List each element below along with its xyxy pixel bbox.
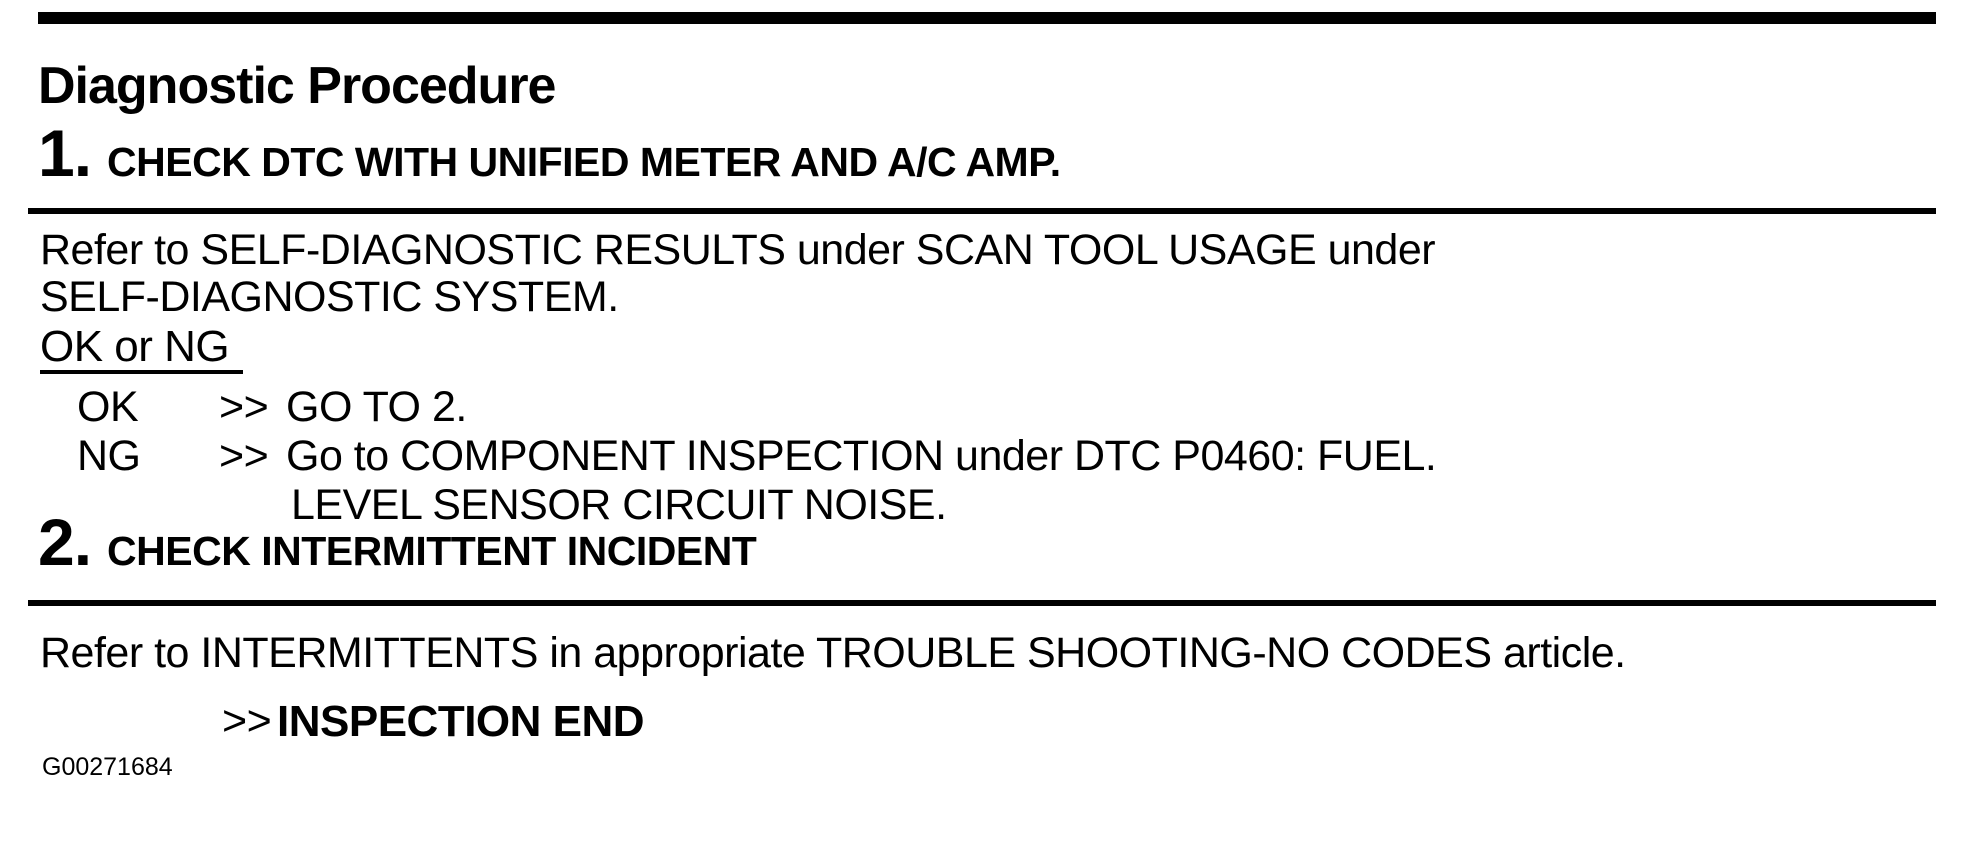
result-ng-text-continued: LEVEL SENSOR CIRCUIT NOISE. <box>291 481 947 529</box>
result-ok-text: GO TO 2. <box>286 383 467 431</box>
step-2-number: 2. <box>38 505 92 579</box>
section-divider-1 <box>28 208 1936 214</box>
step-2-body <box>40 630 1626 677</box>
figure-code: G00271684 <box>42 753 173 781</box>
condition-label: OK or NG <box>40 325 243 374</box>
step-1-body-line-2: SELF-DIAGNOSTIC SYSTEM. <box>40 273 619 321</box>
step-1-number: 1. <box>38 116 92 190</box>
step-2-heading-row <box>38 505 757 579</box>
step-1-body-line-1: Refer to SELF-DIAGNOSTIC RESULTS under SCAN TOOL USAGE under <box>40 226 1436 274</box>
final-result-arrow: >> <box>222 697 272 745</box>
step-2-heading: CHECK INTERMITTENT INCIDENT <box>107 528 757 574</box>
result-row-ng <box>0 432 1974 484</box>
page-title: Diagnostic Procedure <box>38 57 556 115</box>
step-1-heading: CHECK DTC WITH UNIFIED METER AND A/C AMP. <box>107 139 1061 185</box>
result-ng-text: Go to COMPONENT INSPECTION under DTC P0460: FUEL. <box>286 432 1437 480</box>
top-rule <box>38 12 1936 24</box>
step-2-body-line-1: Refer to INTERMITTENTS in appropriate TROUBLE SHOOTING-NO CODES article. <box>40 629 1626 677</box>
step-1-body <box>40 227 1435 321</box>
final-result-row <box>0 697 1974 749</box>
result-ok-label: OK <box>77 383 139 431</box>
result-ng-arrow: >> <box>219 432 269 480</box>
section-divider-2 <box>28 600 1936 606</box>
step-1-heading-row <box>38 116 1061 190</box>
result-ok-arrow: >> <box>219 383 269 431</box>
final-result-text: INSPECTION END <box>277 697 645 746</box>
result-row-ok <box>0 383 1974 435</box>
result-ng-label: NG <box>77 432 141 480</box>
